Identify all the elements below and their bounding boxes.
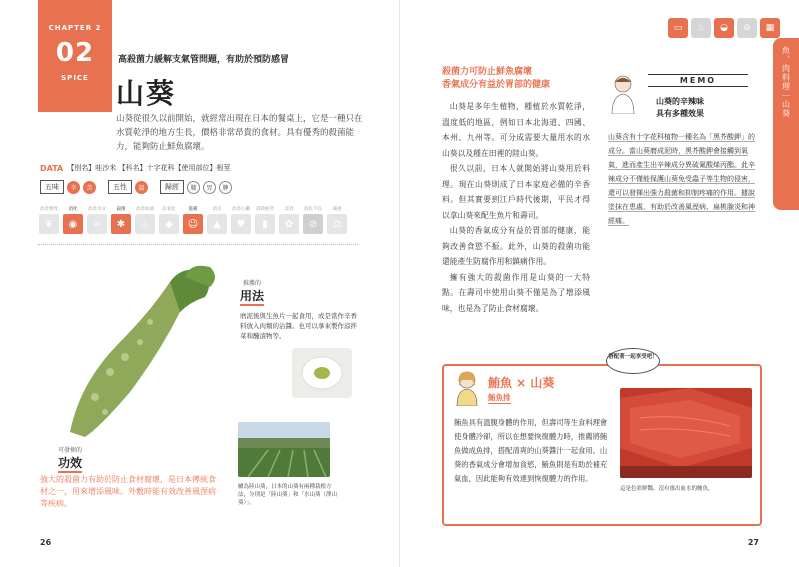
- usage-big: 用法: [240, 287, 264, 306]
- data-label: DATA: [40, 163, 64, 173]
- pairing-box: [442, 354, 762, 526]
- chapter-label: CHAPTER 2: [48, 24, 102, 32]
- body-text: [442, 99, 590, 316]
- kitchen-icon: ▦: [760, 18, 780, 38]
- girl-illustration: [454, 370, 480, 406]
- body-paragraph: 山葵的香氣成分有益於胃部的健康，能夠改善食慾不振。此外，山葵的殺菌功能還能產生防腐作用和鎮痛作用。: [442, 226, 590, 266]
- effect-item: 改善水分 ≈: [86, 206, 108, 234]
- body-paragraph: 山葵是多年生植物，種植於水質乾淨，溫度低的地區，例如日本北海道、四國、本州、九州等。可分成需要大量用水的水山葵以及種在田裡的陸山葵。: [442, 102, 590, 158]
- effect-item: 消化不良 ⊘: [302, 206, 324, 234]
- effect-item: 消炎 ▲: [206, 206, 228, 234]
- pot-icon: ◒: [714, 18, 734, 38]
- memo-heading: 山葵的辛辣味 具有多種效果: [656, 97, 704, 118]
- heart-icon: ♥: [231, 214, 251, 234]
- intro-text: 山葵從很久以前開始，就經常出現在日本的餐桌上，它是一種只在水質乾淨的地方生長，價格非常昂貴的食材。具有優秀的殺菌能力，能夠防止鮮魚腐壞。: [116, 114, 363, 152]
- memo-label: MEMO: [648, 74, 748, 87]
- data-text: 【別名】哇沙米 【科名】十字花科【使用部位】根莖: [67, 164, 231, 172]
- effect-item: 消除疲勞 ▮: [254, 206, 276, 234]
- wasabi-field-image: [238, 422, 330, 477]
- right-page: [400, 0, 799, 567]
- page-title: 山葵: [116, 77, 177, 110]
- nature-badge: 溫: [135, 181, 148, 194]
- effect-item: 改善心臟 ♥: [230, 206, 252, 234]
- memo-text: 山葵含有十字花科植物一種名為「黑芥酸鉀」的成分。當山葵磨成泥時，黑芥酸鉀會接觸到氧氣，進而產生出辛辣成分異硫氰酸烯丙酯。此辛辣成分不僅能保護山葵免受蟲子等生物的侵害，還可以發揮出強力殺菌和抑制疼痛的作用。據說塗抹在患處，有助於改善風溼病、扁桃腺炎和神經痛。: [608, 133, 755, 225]
- data-row: [40, 163, 230, 173]
- usage-text: 磨泥後與生魚片一起食用，或是當作辛香料放入肉類的沾醬。也可以拿來製作涼拌菜和醃漬物等。: [240, 312, 357, 340]
- effect-item: 美容 ✿: [278, 206, 300, 234]
- effect-text: 強大的殺菌力有助於防止食材腐壞，是日本傳統食材之一，用來增添風味。外敷時能有效改善風溼病等疾病。: [40, 475, 216, 508]
- effect-big: 功效: [58, 454, 82, 473]
- pairing-subtitle: 鮪魚排: [488, 393, 511, 402]
- effect-heading: [58, 445, 82, 473]
- five-taste-label: 五味: [40, 180, 64, 194]
- wasabi-image: [50, 262, 220, 442]
- meridian-label: 歸經: [160, 180, 184, 194]
- effect-small: 可發揮的: [58, 447, 83, 454]
- meridian-badge: 肺: [187, 181, 200, 194]
- page-number-right: 27: [747, 538, 759, 547]
- tuna-caption: 這是色彩鮮豔，沒有滲出血水的鮪魚。: [620, 486, 714, 492]
- side-tab: 魚、肉料理｜山葵: [773, 38, 799, 210]
- usage-heading: [240, 278, 264, 306]
- tuna-image: [620, 388, 752, 478]
- page-number-left: 26: [40, 538, 52, 547]
- no-drink-icon: ⊘: [737, 18, 757, 38]
- section-heading: 殺菌力可防止鮮魚腐壞 香氣成分有益於胃部的健康: [442, 67, 551, 90]
- leaf-icon: ❦: [39, 214, 59, 234]
- water-icon: ≈: [87, 214, 107, 234]
- pan-icon: ▭: [668, 18, 688, 38]
- section-label: SPICE: [61, 74, 89, 82]
- five-nature-label: 五性: [108, 180, 132, 194]
- germ-icon: ✱: [111, 214, 131, 234]
- pairing-title: 鮪魚 × 山葵: [488, 376, 555, 390]
- face-icon: ✿: [279, 214, 299, 234]
- body-paragraph: 擁有強大的殺菌作用是山葵的一大特點。在壽司中使用山葵不僅是為了增添風味，也是為了防止食材腐壞。: [442, 272, 590, 313]
- meridian-badge: 脾: [219, 181, 232, 194]
- flame-icon: ▲: [207, 214, 227, 234]
- page-subtitle: 高殺菌力緩解支氣管問題，有助於預防感冒: [118, 55, 290, 65]
- doctor-illustration: [608, 74, 638, 114]
- effect-icons: [38, 206, 348, 234]
- meridian-badge: 胃: [203, 181, 216, 194]
- usage-small: 推薦的: [243, 280, 262, 287]
- chapter-tab: [38, 0, 112, 112]
- body-paragraph: 很久以前，日本人就開始將山葵用於料理。現在山葵則成了日本家庭必備的辛香料。但其實要到江戶時代後期，平民才得以拿山葵來配生魚片和壽司。: [442, 164, 590, 220]
- divider: [38, 244, 358, 245]
- speech-bubble: 搭配著一起享受吧！: [606, 348, 660, 374]
- effect-item: 改善寒性 ❦: [38, 206, 60, 234]
- effect-item: 改善血液 ♨: [134, 206, 156, 234]
- attribute-row: [40, 180, 232, 194]
- chapter-number: 02: [55, 38, 95, 68]
- pairing-text: 鮪魚具有溫腹身體的作用，但壽司等生食料理會使身體冷卻，所以在想要恢復體力時，推薦將鮪魚做成魚排，搭配清爽的山葵醬汁一起食用。山葵的香氣成分會增加食慾，鮪魚則是有助於補充氣血，因此能夠有效達到恢復體力的作用。: [454, 418, 608, 483]
- blood-icon: ♨: [135, 214, 155, 234]
- effect-item: 減重 ⚖: [326, 206, 348, 234]
- no-food-icon: ⊘: [303, 214, 323, 234]
- top-icons: [668, 18, 780, 38]
- wasabi-dish-image: [292, 348, 352, 398]
- stomach-icon: ◉: [63, 214, 83, 234]
- effect-item: 抗氧化 ◆: [158, 206, 180, 234]
- taste-badge: 苦: [83, 181, 96, 194]
- person-icon: ☺: [183, 214, 203, 234]
- effect-item: 消化 ◉: [62, 206, 84, 234]
- shield-icon: ◆: [159, 214, 179, 234]
- effect-item: 滋補 ☺: [182, 206, 204, 234]
- cup-icon: ♨: [691, 18, 711, 38]
- scale-icon: ⚖: [327, 214, 347, 234]
- battery-icon: ▮: [255, 214, 275, 234]
- field-caption: 屬為陸山葵，日本的山葵有兩種栽植方法，分別是「陸山葵」和「水山葵（澤山葵）」。: [238, 484, 338, 506]
- taste-badge: 辛: [67, 181, 80, 194]
- effect-item: 殺菌 ✱: [110, 206, 132, 234]
